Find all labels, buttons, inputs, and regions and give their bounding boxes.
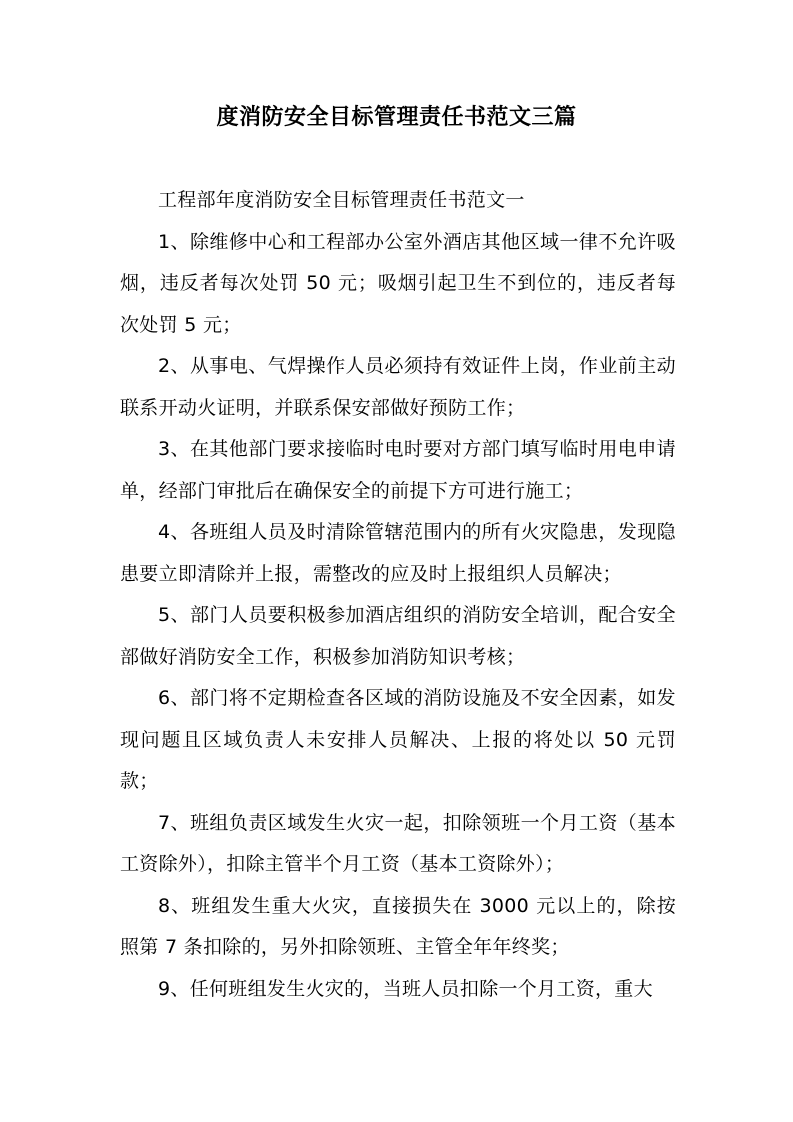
paragraph-5: 5、部门人员要积极参加酒店组织的消防安全培训，配合安全部做好消防安全工作，积极参加消防知识考核； xyxy=(120,604,676,668)
paragraph-8: 8、班组发生重大火灾，直接损失在 3000 元以上的，除按照第 7 条扣除的，另外扣除领班、主管全年年终奖； xyxy=(120,894,676,958)
paragraph-7: 7、班组负责区域发生火灾一起，扣除领班一个月工资（基本工资除外），扣除主管半个月工资（基本工资除外）； xyxy=(120,811,676,875)
paragraph-2: 2、从事电、气焊操作人员必须持有效证件上岗，作业前主动联系开动火证明，并联系保安部做好预防工作； xyxy=(120,355,676,419)
paragraph-9: 9、任何班组发生火灾的，当班人员扣除一个月工资，重大 xyxy=(158,977,653,1000)
section-heading: 工程部年度消防安全目标管理责任书范文一 xyxy=(158,189,525,211)
document-body xyxy=(120,180,676,1010)
paragraph-4: 4、各班组人员及时清除管辖范围内的所有火灾隐患，发现隐患要立即清除并上报，需整改的应及时上报组织人员解决； xyxy=(120,521,676,585)
document-title: 度消防安全目标管理责任书范文三篇 xyxy=(216,105,577,130)
paragraph-6: 6、部门将不定期检查各区域的消防设施及不安全因素，如发现问题且区域负责人未安排人员解决、上报的将处以 50 元罚款； xyxy=(120,687,676,792)
paragraph-3: 3、在其他部门要求接临时电时要对方部门填写临时用电申请单，经部门审批后在确保安全的前提下方可进行施工； xyxy=(120,438,676,502)
paragraph-1: 1、除维修中心和工程部办公室外酒店其他区域一律不允许吸烟，违反者每次处罚 50 元；吸烟引起卫生不到位的，违反者每次处罚 5 元； xyxy=(120,230,676,336)
